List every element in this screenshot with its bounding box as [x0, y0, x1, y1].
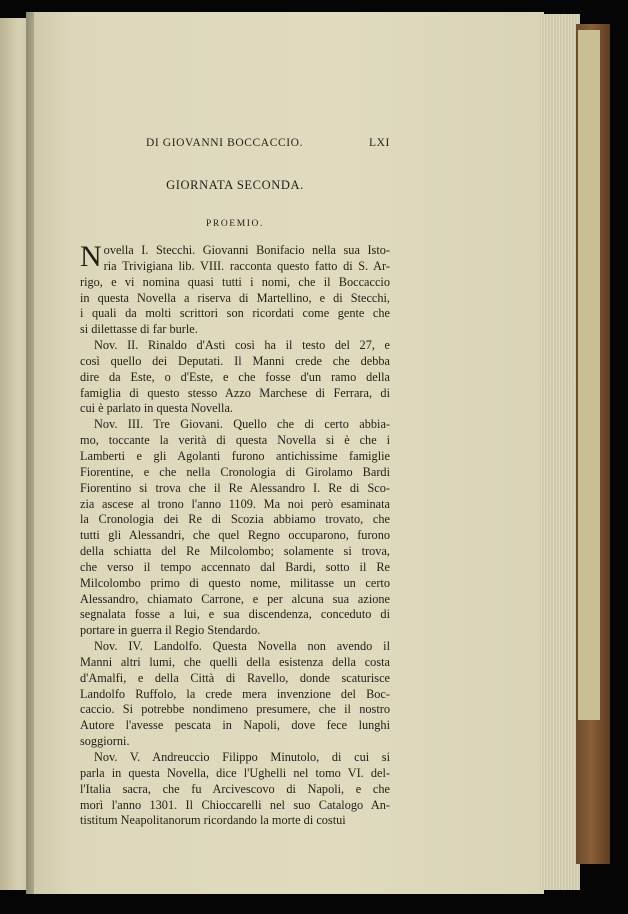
text-line: segnalata fosse a lui, e sua discendenza, conceduto di — [80, 607, 390, 622]
text-line: famiglia di questo stesso Azzo Marchese di Ferrara, di — [80, 385, 390, 400]
text-lines — [80, 240, 390, 829]
text-line: ria Trivigiana lib. VIII. racconta questo fatto di S. Ar- — [103, 258, 390, 273]
text-line: Milcolombo primo di questo nome, militasse un certo — [80, 575, 390, 590]
chapter-title: GIORNATA SECONDA. — [166, 178, 304, 192]
text-line: Alessandro, chiamato Carrone, e per alcuna sua azione — [80, 591, 390, 606]
text-line: tistitum Neapolitanorum ricordando la morte di costui — [80, 813, 346, 828]
section-heading: PROEMIO. — [206, 219, 264, 229]
text-line: morì l'anno 1301. Il Chioccarelli nel suo Catalogo An- — [80, 797, 390, 812]
text-line: tutti gli Alessandri, che quel Regno occuparono, furono — [80, 528, 390, 543]
text-line: si dilettasse di far burle. — [80, 322, 198, 337]
text-line: Manni altri lumi, che quelli della esistenza della costa — [80, 654, 390, 669]
text-line: cui è parlato in questa Novella. — [80, 401, 233, 416]
page-number: LXI — [369, 137, 390, 149]
text-line: mo, toccante la verità di questa Novella si è che i — [80, 433, 390, 448]
text-line: in questa Novella a riserva di Martellino, e di Stecchi, — [80, 290, 390, 305]
text-line: dire da Este, o d'Este, e che fosse d'un ramo della — [80, 369, 390, 384]
body-text — [80, 240, 390, 829]
text-line: d'Amalfi, e della Città di Ravello, donde scaturisce — [80, 670, 390, 685]
running-header — [146, 137, 390, 149]
text-line: Fiorentino si trova che il Re Alessandro I. Re di Sco- — [80, 480, 390, 495]
text-line: Nov. III. Tre Giovani. Quello che di certo abbia- — [94, 417, 390, 432]
text-line: zia ascese al trono l'anno 1109. Ma noi però esaminata — [80, 496, 390, 511]
text-line: Landolfo Ruffolo, la crede mera invenzione del Boc- — [80, 686, 390, 701]
cover-inner-edge — [578, 30, 600, 720]
text-line: così quello dei Deputati. Il Manni crede che debba — [80, 353, 390, 368]
text-line: Autore l'avesse pescata in Napoli, dove fece lunghi — [80, 718, 390, 733]
text-line: la Cronologia dei Re di Scozia abbiamo trovato, che — [80, 512, 390, 527]
text-line: Lamberti e gli Agolanti furono antichissime famiglie — [80, 448, 390, 463]
text-line: Nov. V. Andreuccio Filippo Minutolo, di cui si — [94, 750, 390, 764]
text-line: l'Italia sacra, che fu Arcivescovo di Napoli, e che — [80, 781, 390, 796]
drop-cap: N — [80, 240, 102, 273]
text-line: i quali da molti scrittori son ricordati come gente che — [80, 306, 390, 321]
text-line: portare in guerra il Regio Stendardo. — [80, 623, 261, 638]
page-stack-edge — [540, 14, 580, 890]
text-line: Nov. IV. Landolfo. Questa Novella non avendo il — [94, 639, 390, 654]
text-line: che verso il tempo accennato dal Bardi, sotto il Re — [80, 559, 390, 574]
text-line: della schiatta del Re Milcolombo; solamente si trova, — [80, 544, 390, 559]
text-line: caccio. Si potrebbe nondimeno presumere, che il nostro — [80, 702, 390, 717]
text-line: soggiorni. — [80, 734, 130, 749]
text-line: Fiorentine, e che nella Cronologia di Girolamo Bardi — [80, 464, 390, 479]
running-title: DI GIOVANNI BOCCACCIO. — [146, 137, 304, 149]
text-line: Nov. II. Rinaldo d'Asti così ha il testo del 27, e — [94, 338, 390, 353]
text-line: ovella I. Stecchi. Giovanni Bonifacio nella sua Isto- — [103, 243, 390, 257]
text-line: parla in questa Novella, dice l'Ughelli nel tomo VI. del- — [80, 765, 390, 780]
text-line: rigo, e vi nomina quasi tutti i nomi, che il Boccaccio — [80, 274, 390, 289]
